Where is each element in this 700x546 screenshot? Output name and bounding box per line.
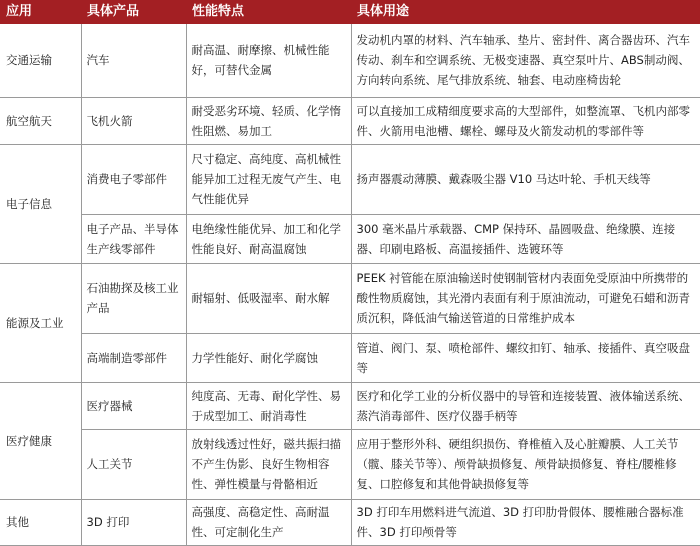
product-cell: 飞机火箭 [81, 97, 186, 144]
header-product: 具体产品 [81, 0, 186, 24]
category-cell: 航空航天 [0, 97, 81, 144]
product-cell: 3D 打印 [81, 499, 186, 545]
features-cell: 尺寸稳定、高纯度、高机械性能异加工过程无废气产生、电气性能优异 [186, 144, 351, 214]
usage-cell: 3D 打印车用燃料进气流道、3D 打印肋骨假体、腰椎融合器标准件、3D 打印颅骨等 [351, 499, 700, 545]
product-cell: 人工关节 [81, 429, 186, 499]
product-cell: 石油勘探及核工业产品 [81, 263, 186, 333]
usage-cell: 可以直接加工成精细度要求高的大型部件，如整流罩、飞机内部零件、火箭用电池槽、螺栓、螺母及火箭发动机的零部件等 [351, 97, 700, 144]
table-row [0, 382, 700, 429]
header-usage: 具体用途 [351, 0, 700, 24]
table-row [0, 24, 700, 97]
table-row [0, 144, 700, 214]
category-cell: 医疗健康 [0, 382, 81, 499]
features-cell: 耐高温、耐摩擦、机械性能好，可替代金属 [186, 24, 351, 97]
usage-cell: PEEK 衬管能在原油输送时使钢制管材内表面免受原油中所携带的酸性物质腐蚀，其光滑内表面有利于原油流动，可避免石蜡和沥青质沉积，降低油气输送管道的日常维护成本 [351, 263, 700, 333]
table-row [0, 214, 700, 263]
usage-cell: 300 毫米晶片承载器、CMP 保持环、晶圆吸盘、绝缘膜、连接器、印刷电路板、高温接插件、选镀环等 [351, 214, 700, 263]
table-row [0, 333, 700, 382]
category-cell: 其他 [0, 499, 81, 545]
category-cell: 能源及工业 [0, 263, 81, 382]
table-row [0, 263, 700, 333]
product-cell: 消费电子零部件 [81, 144, 186, 214]
usage-cell: 管道、阀门、泵、喷枪部件、螺纹扣钉、轴承、接插件、真空吸盘等 [351, 333, 700, 382]
usage-cell: 扬声器震动薄膜、戴森吸尘器 V10 马达叶轮、手机天线等 [351, 144, 700, 214]
usage-cell: 医疗和化学工业的分析仪器中的导管和连接装置、液体输送系统、蒸汽消毒部件、医疗仪器手柄等 [351, 382, 700, 429]
features-cell: 耐辐射、低吸湿率、耐水解 [186, 263, 351, 333]
product-cell: 汽车 [81, 24, 186, 97]
table-row [0, 97, 700, 144]
features-cell: 高强度、高稳定性、高耐温性、可定制化生产 [186, 499, 351, 545]
table-row [0, 499, 700, 545]
header-features: 性能特点 [186, 0, 351, 24]
features-cell: 耐受恶劣环境、轻质、化学惰性阻燃、易加工 [186, 97, 351, 144]
features-cell: 力学性能好、耐化学腐蚀 [186, 333, 351, 382]
table-row [0, 429, 700, 499]
product-cell: 高端制造零部件 [81, 333, 186, 382]
product-cell: 电子产品、半导体生产线零部件 [81, 214, 186, 263]
usage-cell: 发动机内罩的材料、汽车轴承、垫片、密封件、离合器齿环、汽车传动、刹车和空调系统、无极变速器、真空泵叶片、ABS制动阀、方向转向系统、尾气排放系统、轴套、电动座椅齿轮 [351, 24, 700, 97]
category-cell: 电子信息 [0, 144, 81, 263]
header-application: 应用 [0, 0, 81, 24]
table-header-row [0, 0, 700, 24]
features-cell: 放射线透过性好，磁共振扫描不产生伪影、良好生物相容性、弹性模量与骨骼相近 [186, 429, 351, 499]
features-cell: 电绝缘性能优异、加工和化学性能良好、耐高温腐蚀 [186, 214, 351, 263]
category-cell: 交通运输 [0, 24, 81, 97]
features-cell: 纯度高、无毒、耐化学性、易于成型加工、耐消毒性 [186, 382, 351, 429]
product-cell: 医疗器械 [81, 382, 186, 429]
usage-cell: 应用于整形外科、硬组织损伤、脊椎植入及心脏瓣膜、人工关节（髋、膝关节等）、颅骨缺损修复、颅骨缺损修复、脊柱/腰椎修复、口腔修复和其他骨缺损修复等 [351, 429, 700, 499]
